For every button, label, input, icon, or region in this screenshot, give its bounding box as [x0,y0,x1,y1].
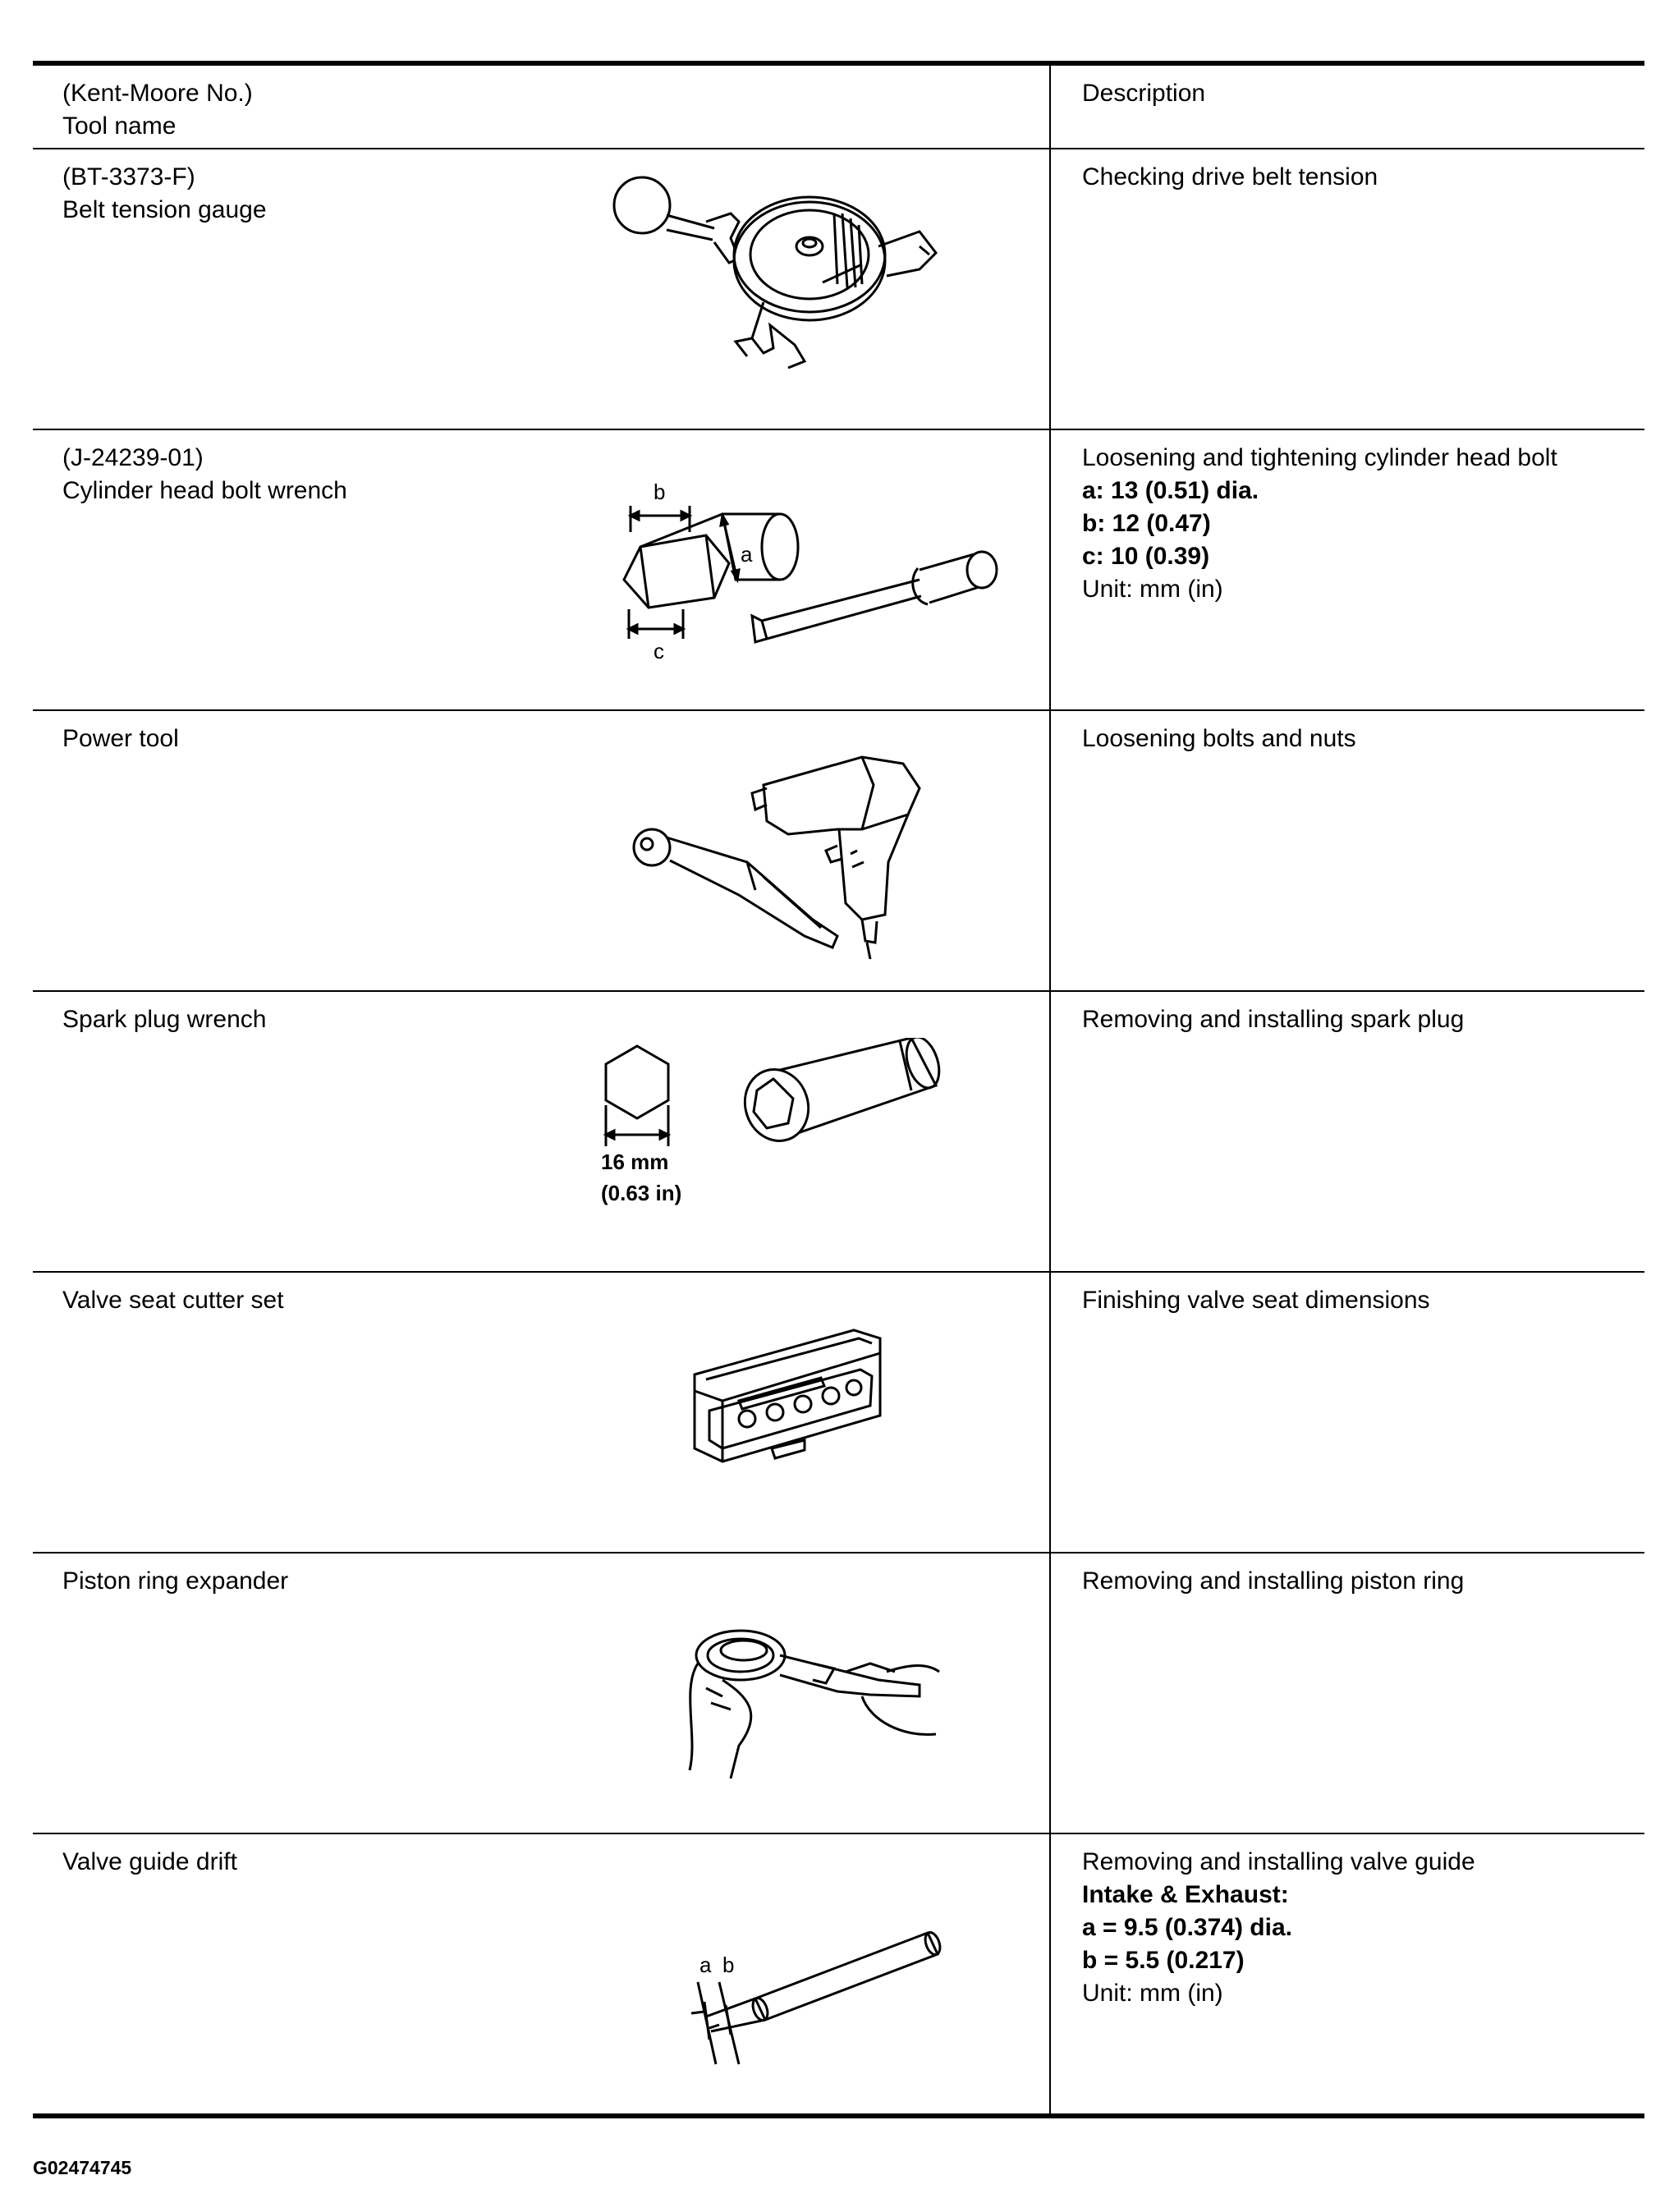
figure-code: G02474745 [33,2157,132,2178]
header-description-label: Description [1082,80,1206,107]
tool-description: Removing and installing valve guide [1082,1848,1475,1875]
table-row [33,1553,1644,1833]
tool-description: Loosening and tightening cylinder head bolt [1082,444,1557,471]
tool-description-cell [1050,710,1644,991]
power-tool-icon [591,739,1018,977]
spec-a: a = 9.5 (0.374) dia. [1082,1914,1292,1941]
table-row [33,1272,1644,1553]
tool-description: Checking drive belt tension [1082,163,1378,190]
piston-ring-expander-icon [673,1606,952,1803]
header-kent-moore-label: (Kent-Moore No.) [62,80,253,107]
table-row [33,429,1644,710]
tool-description-cell [1050,429,1644,710]
tool-name-cell [33,149,1050,429]
header-tool-name-label: Tool name [62,112,177,140]
special-tools-table [33,61,1644,2118]
tool-name: Spark plug wrench [62,1006,267,1033]
table-row [33,1833,1644,2116]
belt-tension-gauge-icon [591,164,969,402]
tool-table-page [33,61,1644,2118]
table-header-row [33,63,1644,149]
header-description-cell [1050,63,1644,149]
tool-name-cell [33,710,1050,991]
dimension-label-a: a [699,1953,712,1977]
spark-plug-size-in: (0.63 in) [601,1181,682,1205]
table-row [33,149,1644,429]
spec-intake-exhaust: Intake & Exhaust: [1082,1881,1289,1908]
dimension-label-a: a [741,542,753,567]
tool-name: Belt tension gauge [62,196,267,223]
tool-name: Power tool [62,725,179,752]
tool-description: Finishing valve seat dimensions [1082,1287,1430,1314]
spec-c: c: 10 (0.39) [1082,543,1210,570]
spark-plug-wrench-icon [591,1038,1034,1260]
dimension-label-b: b [654,480,666,504]
spec-b: b: 12 (0.47) [1082,510,1211,537]
tool-name-cell [33,1553,1050,1833]
dimension-label-b: b [722,1953,735,1977]
header-tool-name-cell [33,63,1050,149]
dimension-label-c: c [654,639,664,663]
tool-name-cell [33,991,1050,1272]
tool-name: Valve guide drift [62,1848,237,1875]
spec-b: b = 5.5 (0.217) [1082,1947,1245,1974]
tool-name: Valve seat cutter set [62,1287,284,1314]
tool-name: Piston ring expander [62,1567,289,1595]
tool-description: Removing and installing piston ring [1082,1567,1465,1595]
tool-description-cell [1050,991,1644,1272]
tool-number: (J-24239-01) [62,444,204,471]
tool-description-cell [1050,149,1644,429]
tool-description-cell [1050,1833,1644,2116]
unit-label: Unit: mm (in) [1082,1980,1223,2007]
tool-name-cell [33,1833,1050,2116]
tool-description-cell [1050,1272,1644,1553]
table-row [33,710,1644,991]
tool-name-cell [33,429,1050,710]
valve-guide-drift-icon [657,1884,969,2097]
unit-label: Unit: mm (in) [1082,576,1223,603]
tool-description-cell [1050,1553,1644,1833]
tool-name: Cylinder head bolt wrench [62,477,347,504]
spark-plug-size-mm: 16 mm [601,1150,669,1174]
tool-number: (BT-3373-F) [62,163,195,190]
tool-description: Removing and installing spark plug [1082,1006,1465,1033]
cylinder-head-bolt-wrench-icon [591,457,1034,695]
tool-name-cell [33,1272,1050,1553]
spec-a: a: 13 (0.51) dia. [1082,477,1259,504]
valve-seat-cutter-set-icon [690,1325,903,1506]
tool-description: Loosening bolts and nuts [1082,725,1356,752]
table-row [33,991,1644,1272]
